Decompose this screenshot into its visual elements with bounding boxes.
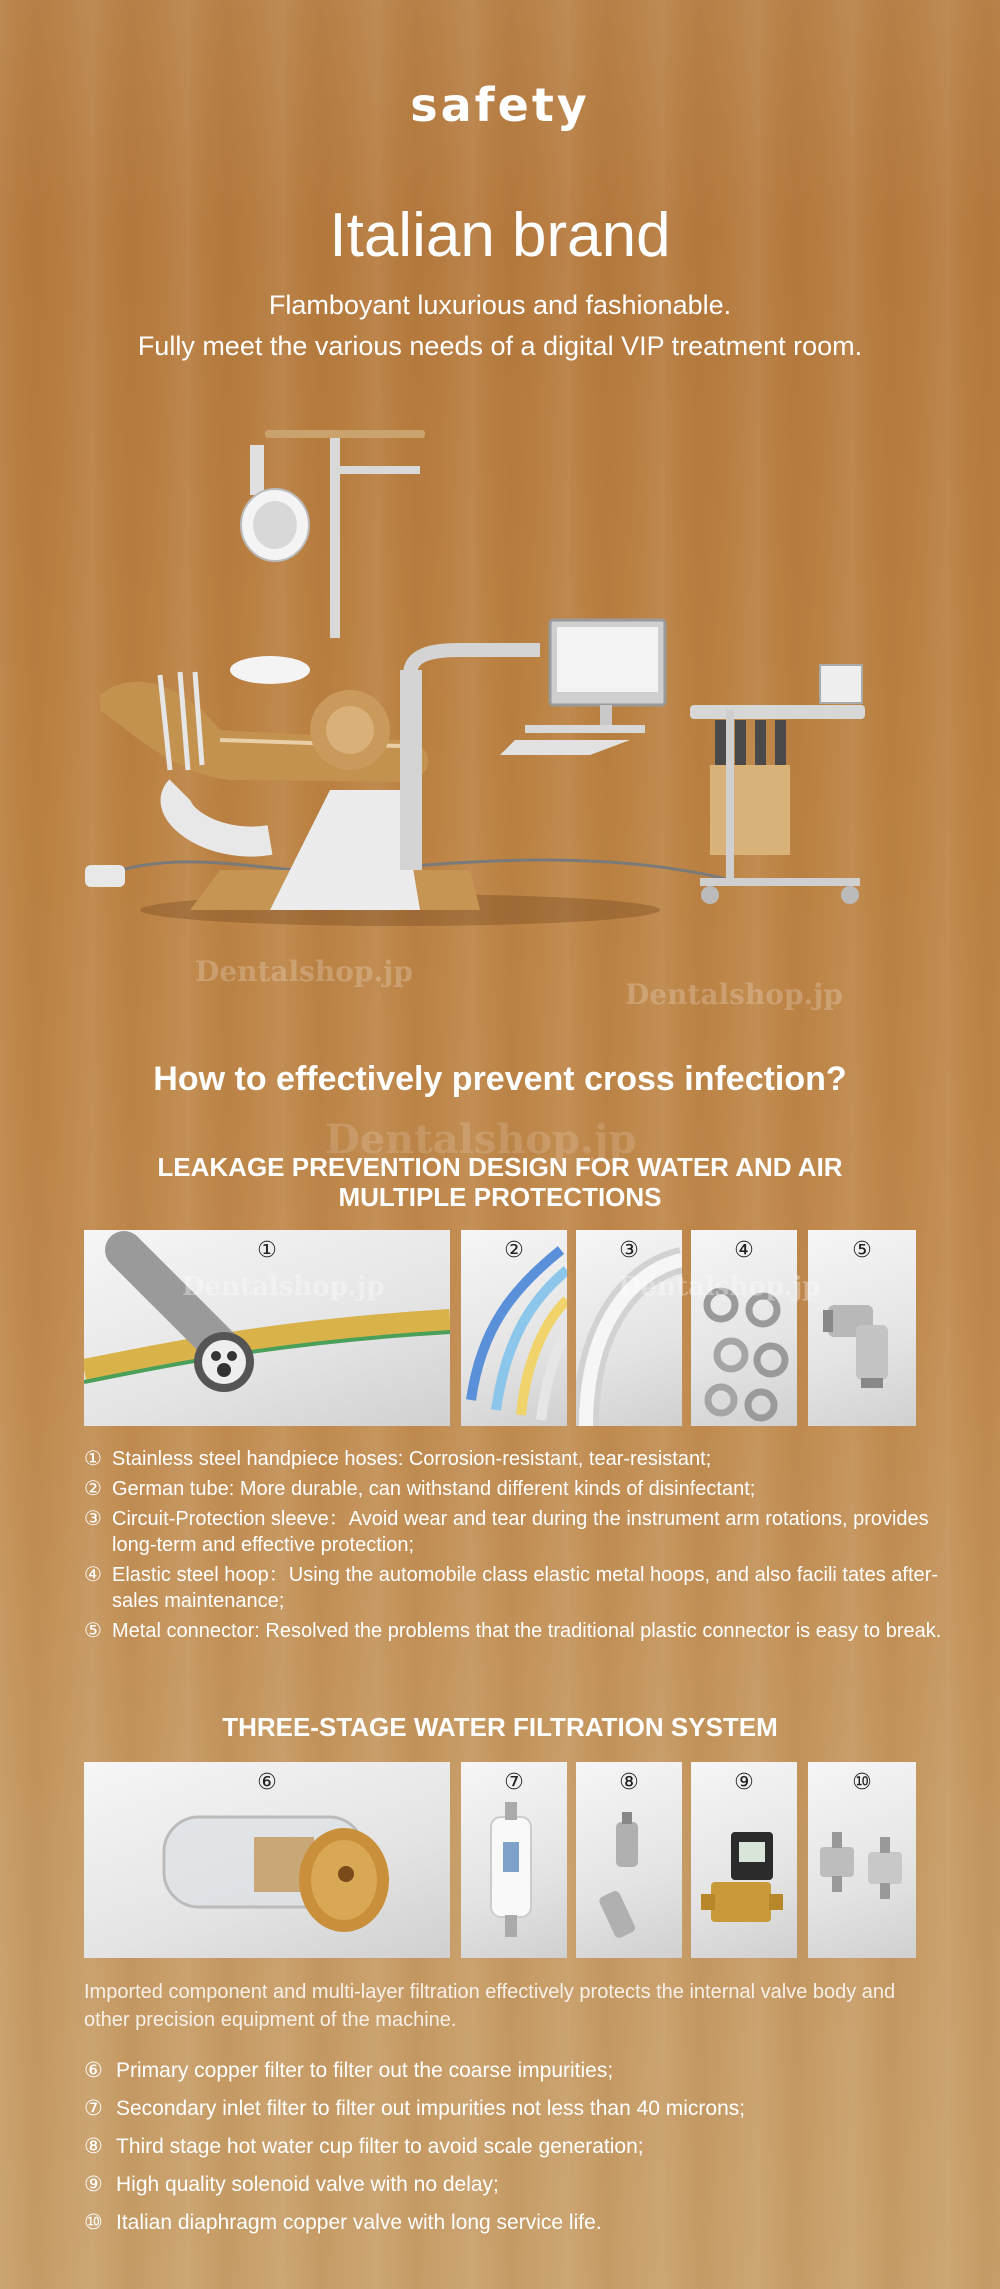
photo-handpiece-hose bbox=[84, 1230, 450, 1426]
watermark-2: Dentalshop.jp bbox=[625, 978, 843, 1011]
photo-number-5: ⑤ bbox=[852, 1238, 872, 1263]
list-item: ⑧ Third stage hot water cup filter to avoid scale generation; bbox=[84, 2135, 644, 2158]
photo-protection-sleeve bbox=[576, 1230, 682, 1426]
operating-light bbox=[241, 445, 309, 561]
hero-title: Italian brand bbox=[329, 201, 671, 270]
leakage-heading-line-2: MULTIPLE PROTECTIONS bbox=[338, 1182, 662, 1212]
cross-infection-heading: How to effectively prevent cross infection? bbox=[153, 1060, 847, 1098]
brand-logo: safety bbox=[410, 78, 590, 132]
photo-copper-filter bbox=[84, 1762, 450, 1958]
filtration-photo-row bbox=[84, 1762, 916, 1958]
list-item: ② German tube: More durable, can withstand different kinds of disinfectant; bbox=[84, 1478, 756, 1500]
monitor bbox=[500, 620, 665, 755]
list-item: ⑥ Primary copper filter to filter out the coarse impurities; bbox=[84, 2059, 614, 2082]
dental-unit-illustration bbox=[70, 410, 930, 950]
photo-number-7: ⑦ bbox=[504, 1770, 524, 1795]
photo-steel-hoop bbox=[691, 1230, 797, 1426]
list-item: ⑤ Metal connector: Resolved the problems that the traditional plastic connector is easy to break. bbox=[84, 1620, 942, 1642]
list-item: ⑩ Italian diaphragm copper valve with long service life. bbox=[84, 2211, 602, 2234]
filtration-heading: THREE-STAGE WATER FILTRATION SYSTEM bbox=[222, 1712, 778, 1742]
leakage-heading bbox=[0, 1152, 1000, 1212]
filtration-note: Imported component and multi-layer filtration effectively protects the internal valve body and other precision equipment of the machine. bbox=[84, 1981, 896, 2031]
leakage-heading-line-1: LEAKAGE PREVENTION DESIGN FOR WATER AND AIR bbox=[157, 1152, 843, 1182]
leakage-photo-row bbox=[84, 1230, 916, 1426]
photo-number-4: ④ bbox=[734, 1238, 754, 1263]
photo-german-tube bbox=[461, 1230, 567, 1426]
photo-number-1: ① bbox=[257, 1238, 277, 1263]
photo-metal-connector bbox=[808, 1230, 916, 1426]
photo-number-2: ② bbox=[504, 1238, 524, 1263]
watermark-4: Dentalshop.jp bbox=[182, 1272, 385, 1302]
instrument-trolley bbox=[690, 665, 865, 904]
photo-number-10: ⑩ bbox=[852, 1770, 872, 1795]
filtration-feature-list bbox=[84, 2058, 944, 2248]
photo-inlet-filter bbox=[461, 1762, 567, 1958]
photo-cup-filter bbox=[576, 1762, 682, 1958]
watermark-1: Dentalshop.jp bbox=[195, 955, 413, 988]
photo-number-6: ⑥ bbox=[257, 1770, 277, 1795]
list-item: ⑨ High quality solenoid valve with no delay; bbox=[84, 2173, 499, 2196]
list-item: ④ Elastic steel hoop：Using the automobile class elastic metal hoops, and also facili tates after-sales maintenance; bbox=[84, 1564, 938, 1612]
photo-diaphragm-valve bbox=[808, 1762, 916, 1958]
watermark-5: Dentalshop.jp bbox=[618, 1272, 821, 1302]
list-item: ① Stainless steel handpiece hoses: Corrosion-resistant, tear-resistant; bbox=[84, 1448, 712, 1470]
photo-number-8: ⑧ bbox=[619, 1770, 639, 1795]
list-item: ③ Circuit-Protection sleeve：Avoid wear and tear during the instrument arm rotations, provides long-term and effective protection; bbox=[84, 1508, 929, 1556]
photo-number-9: ⑨ bbox=[734, 1770, 754, 1795]
leakage-feature-list bbox=[84, 1446, 954, 1648]
foot-pedal bbox=[85, 865, 125, 887]
photo-number-3: ③ bbox=[619, 1238, 639, 1263]
photo-solenoid-valve bbox=[691, 1762, 797, 1958]
watermark-3: Dentalshop.jp bbox=[325, 1116, 637, 1163]
list-item: ⑦ Secondary inlet filter to filter out impurities not less than 40 microns; bbox=[84, 2097, 746, 2120]
hero-subtitle-1: Flamboyant luxurious and fashionable. bbox=[268, 290, 732, 320]
hero-subtitle-2: Fully meet the various needs of a digital VIP treatment room. bbox=[137, 331, 863, 361]
